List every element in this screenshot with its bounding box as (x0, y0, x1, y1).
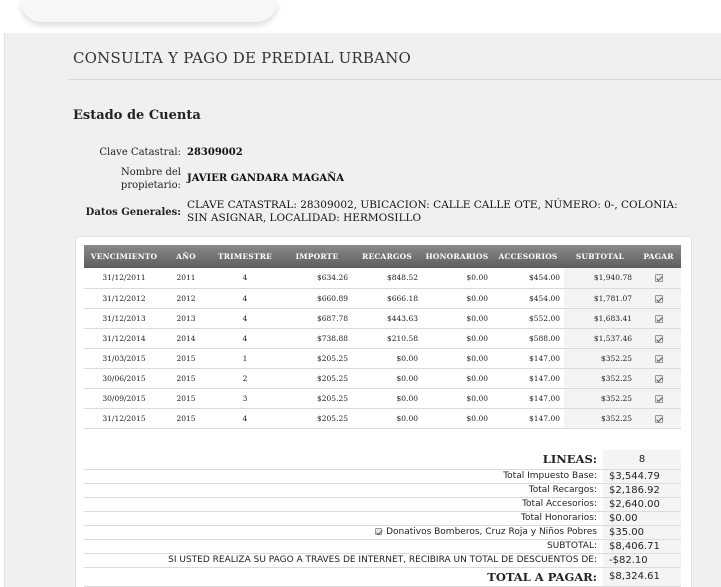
cell-pagar (636, 388, 681, 408)
cell-recargos: $848.52 (352, 268, 422, 288)
cell-vencimiento: 31/03/2015 (84, 348, 164, 368)
pagar-checkbox[interactable] (655, 395, 663, 403)
col-vencimiento: VENCIMIENTO (84, 245, 164, 268)
charges-table (84, 245, 681, 429)
general-value: CLAVE CATASTRAL: 28309002, UBICACION: CALLE CALLE OTE, NÚMERO: 0-, COLONIA: SIN ASIGNAR, LOCALIDAD: HERMOSILLO (187, 199, 678, 224)
cell-anio: 2015 (164, 368, 208, 388)
account-card (75, 236, 692, 587)
cell-accesorios: $588.00 (492, 328, 564, 348)
cell-anio: 2014 (164, 328, 208, 348)
summary-donativos-row (84, 525, 681, 539)
recargos-label: Total Recargos: (84, 483, 603, 497)
cell-pagar (636, 348, 681, 368)
cell-subtotal: $1,537.46 (564, 328, 636, 348)
cell-accesorios: $454.00 (492, 288, 564, 308)
clave-label: Clave Catastral: (99, 147, 181, 158)
col-subtotal: SUBTOTAL (564, 245, 636, 268)
cell-subtotal: $1,940.78 (564, 268, 636, 288)
col-pagar: PAGAR (636, 245, 681, 268)
impuesto-value: $3,544.79 (603, 469, 681, 483)
table-row (84, 348, 681, 368)
cell-pagar (636, 308, 681, 328)
descuento-label: SI USTED REALIZA SU PAGO A TRAVES DE INTERNET, RECIBIRA UN TOTAL DE DESCUENTOS DE: (84, 553, 603, 567)
cell-anio: 2015 (164, 348, 208, 368)
donativos-label: Donativos Bomberos, Cruz Roja y Niños Pobres (386, 527, 597, 537)
summary-lineas-row (84, 450, 681, 469)
cell-honorarios: $0.00 (422, 408, 492, 428)
table-row (84, 408, 681, 428)
total-label: TOTAL A PAGAR: (84, 567, 603, 586)
cell-vencimiento: 30/06/2015 (84, 368, 164, 388)
main-panel (4, 33, 721, 587)
cell-anio: 2011 (164, 268, 208, 288)
cell-recargos: $0.00 (352, 408, 422, 428)
table-row (84, 328, 681, 348)
cell-accesorios: $454.00 (492, 268, 564, 288)
pagar-checkbox[interactable] (655, 375, 663, 383)
table-row (84, 268, 681, 288)
pagar-checkbox[interactable] (655, 415, 663, 423)
cell-recargos: $0.00 (352, 368, 422, 388)
cell-honorarios: $0.00 (422, 348, 492, 368)
cell-trimestre: 1 (208, 348, 282, 368)
total-value: $8,324.61 (603, 567, 681, 586)
cell-subtotal: $352.25 (564, 388, 636, 408)
cell-importe: $205.25 (282, 388, 352, 408)
cell-pagar (636, 288, 681, 308)
donativos-checkbox[interactable] (375, 528, 382, 535)
cell-pagar (636, 408, 681, 428)
cell-trimestre: 4 (208, 268, 282, 288)
page-title: CONSULTA Y PAGO DE PREDIAL URBANO (73, 49, 412, 67)
table-row (84, 308, 681, 328)
cell-vencimiento: 31/12/2015 (84, 408, 164, 428)
subtotal-label: SUBTOTAL: (84, 539, 603, 553)
cell-honorarios: $0.00 (422, 368, 492, 388)
summary-total-row (84, 567, 681, 586)
cell-trimestre: 4 (208, 328, 282, 348)
cell-pagar (636, 368, 681, 388)
cell-accesorios: $552.00 (492, 308, 564, 328)
cell-vencimiento: 31/12/2012 (84, 288, 164, 308)
summary-subtotal-row (84, 539, 681, 553)
summary-recargos-row (84, 483, 681, 497)
clave-row (81, 146, 243, 159)
cell-subtotal: $352.25 (564, 368, 636, 388)
cell-recargos: $666.18 (352, 288, 422, 308)
summary-honorarios-row (84, 511, 681, 525)
title-divider (69, 79, 721, 80)
summary-table (84, 450, 681, 587)
summary-descuento-row (84, 553, 681, 567)
col-recargos: RECARGOS (352, 245, 422, 268)
clave-value: 28309002 (187, 147, 243, 158)
col-anio: AÑO (164, 245, 208, 268)
cell-recargos: $443.63 (352, 308, 422, 328)
cell-vencimiento: 31/12/2014 (84, 328, 164, 348)
owner-value: JAVIER GANDARA MAGAÑA (187, 173, 345, 184)
owner-row (81, 166, 344, 192)
general-row (81, 199, 687, 225)
recargos-value: $2,186.92 (603, 483, 681, 497)
cell-honorarios: $0.00 (422, 308, 492, 328)
pagar-checkbox[interactable] (655, 355, 663, 363)
lineas-label: LINEAS: (84, 450, 603, 469)
table-row (84, 368, 681, 388)
cell-importe: $660.89 (282, 288, 352, 308)
col-trimestre: TRIMESTRE (208, 245, 282, 268)
cell-accesorios: $147.00 (492, 408, 564, 428)
donativos-cell (84, 525, 603, 539)
cell-vencimiento: 31/12/2013 (84, 308, 164, 328)
general-label: Datos Generales: (85, 207, 181, 218)
cell-subtotal: $352.25 (564, 348, 636, 368)
cell-honorarios: $0.00 (422, 328, 492, 348)
cell-accesorios: $147.00 (492, 368, 564, 388)
cell-honorarios: $0.00 (422, 288, 492, 308)
cell-honorarios: $0.00 (422, 268, 492, 288)
cell-importe: $205.25 (282, 348, 352, 368)
table-row (84, 388, 681, 408)
cell-importe: $687.78 (282, 308, 352, 328)
cell-accesorios: $147.00 (492, 388, 564, 408)
cell-subtotal: $1,683.41 (564, 308, 636, 328)
cell-importe: $205.25 (282, 368, 352, 388)
charges-header-row (84, 245, 681, 268)
cell-subtotal: $1,781.07 (564, 288, 636, 308)
pagar-checkbox[interactable] (655, 315, 663, 323)
descuento-value: -$82.10 (603, 553, 681, 567)
summary-accesorios-row (84, 497, 681, 511)
cell-trimestre: 3 (208, 388, 282, 408)
cell-recargos: $0.00 (352, 348, 422, 368)
cell-importe: $634.26 (282, 268, 352, 288)
pagar-checkbox[interactable] (655, 295, 663, 303)
summary-impuesto-row (84, 469, 681, 483)
cell-pagar (636, 268, 681, 288)
honorarios-label: Total Honorarios: (84, 511, 603, 525)
honorarios-value: $0.00 (603, 511, 681, 525)
section-title: Estado de Cuenta (73, 108, 201, 123)
cell-accesorios: $147.00 (492, 348, 564, 368)
pagar-checkbox[interactable] (655, 274, 663, 282)
cell-pagar (636, 328, 681, 348)
owner-label-line2: propietario: (120, 180, 181, 191)
cell-vencimiento: 30/09/2015 (84, 388, 164, 408)
cell-trimestre: 2 (208, 368, 282, 388)
cell-anio: 2015 (164, 408, 208, 428)
accesorios-value: $2,640.00 (603, 497, 681, 511)
lineas-value: 8 (603, 450, 681, 469)
cell-subtotal: $352.25 (564, 408, 636, 428)
impuesto-label: Total Impuesto Base: (84, 469, 603, 483)
cell-anio: 2013 (164, 308, 208, 328)
cell-importe: $738.88 (282, 328, 352, 348)
table-row (84, 288, 681, 308)
col-accesorios: ACCESORIOS (492, 245, 564, 268)
cell-importe: $205.25 (282, 408, 352, 428)
cell-recargos: $210.58 (352, 328, 422, 348)
cell-anio: 2012 (164, 288, 208, 308)
owner-label (81, 166, 187, 192)
cell-recargos: $0.00 (352, 388, 422, 408)
subtotal-value: $8,406.71 (603, 539, 681, 553)
cell-trimestre: 4 (208, 408, 282, 428)
top-tab-decoration (20, 0, 278, 22)
accesorios-label: Total Accesorios: (84, 497, 603, 511)
pagar-checkbox[interactable] (655, 335, 663, 343)
col-honorarios: HONORARIOS (422, 245, 492, 268)
col-importe: IMPORTE (282, 245, 352, 268)
cell-vencimiento: 31/12/2011 (84, 268, 164, 288)
owner-label-line1: Nombre del (120, 167, 181, 178)
cell-trimestre: 4 (208, 308, 282, 328)
cell-trimestre: 4 (208, 288, 282, 308)
cell-anio: 2015 (164, 388, 208, 408)
donativos-value: $35.00 (603, 525, 681, 539)
cell-honorarios: $0.00 (422, 388, 492, 408)
